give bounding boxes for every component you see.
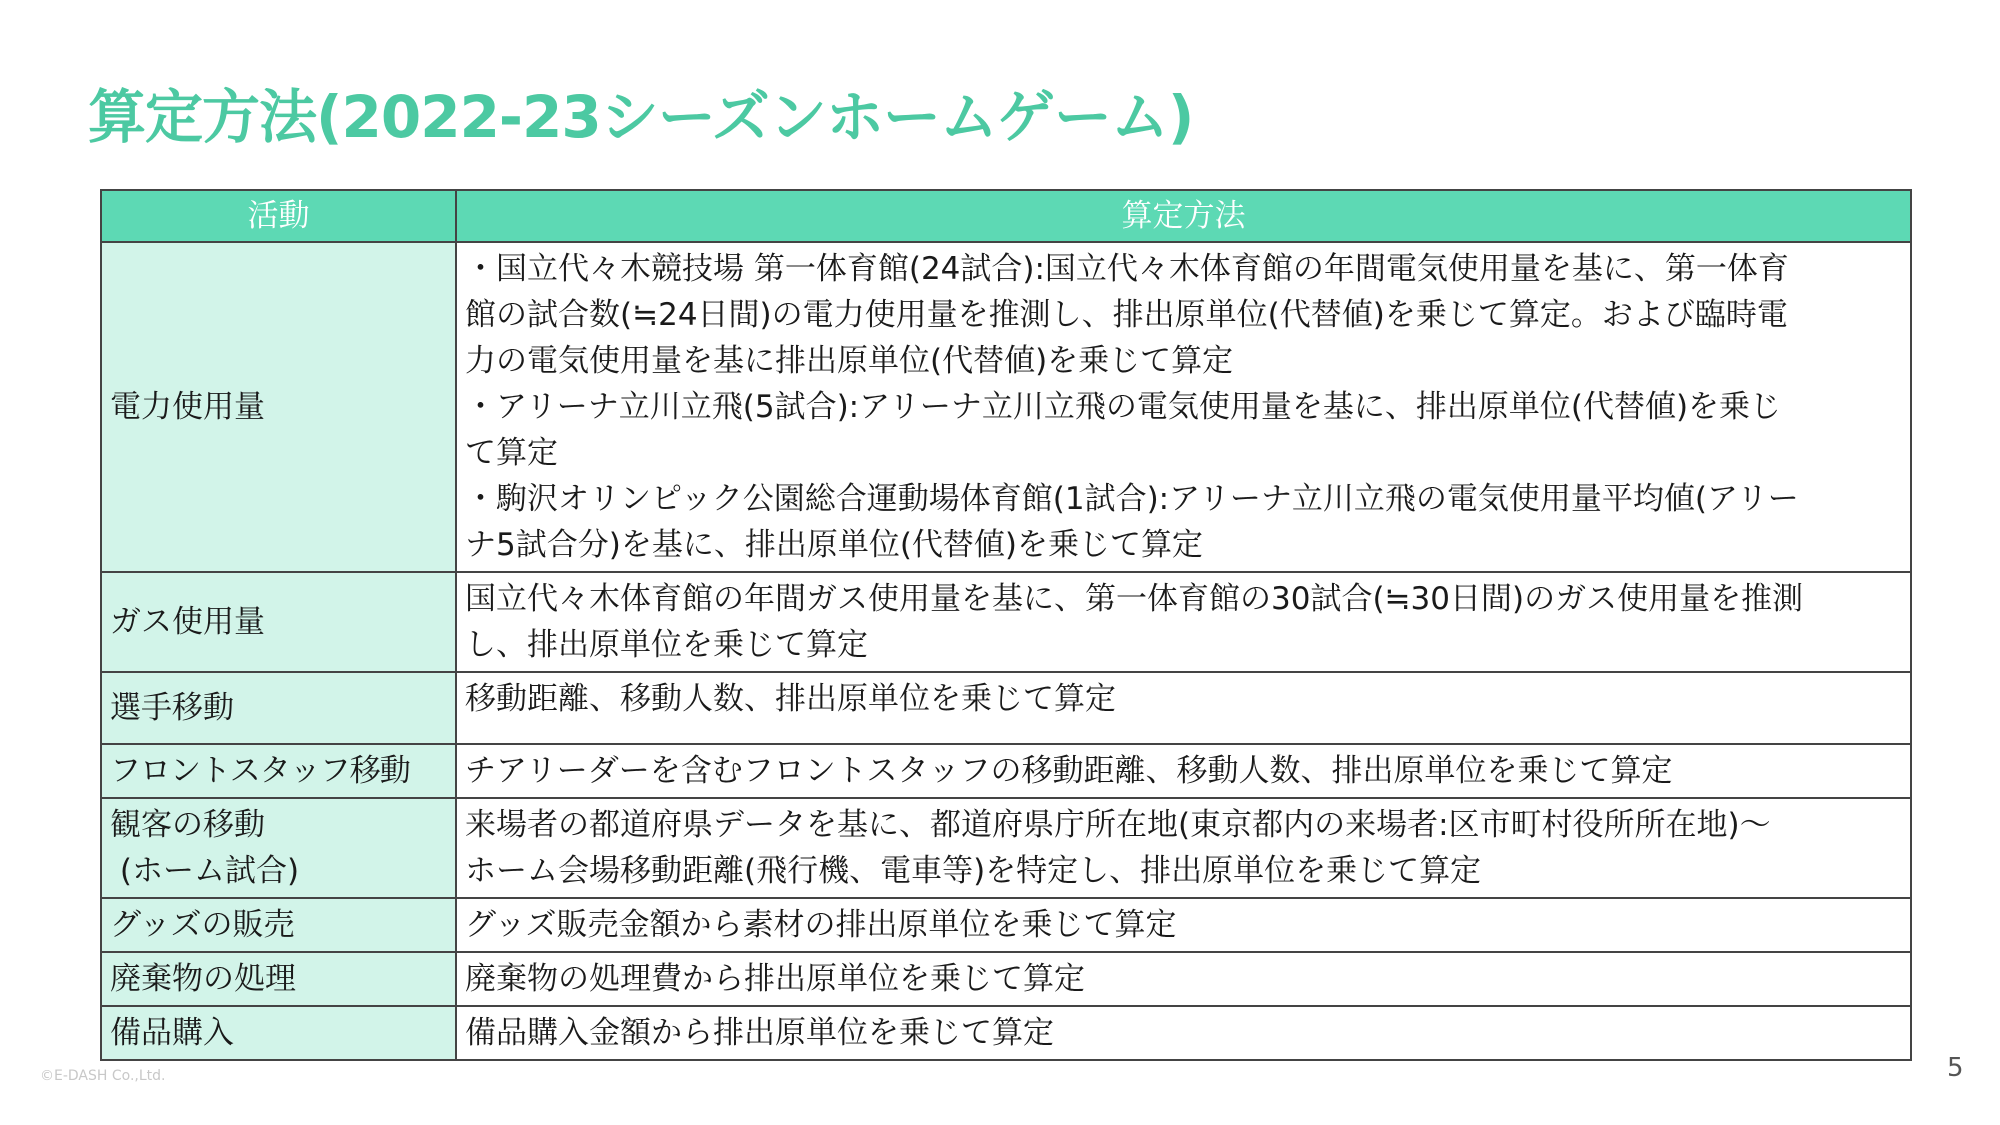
method-line: ・アリーナ立川立飛(5試合):アリーナ立川立飛の電気使用量を基に、排出原単位(代替値)を乗じ — [465, 389, 1782, 425]
activity-label: 廃棄物の処理 — [110, 961, 296, 997]
header-activity: 活動 — [101, 190, 456, 242]
method-cell — [456, 744, 1911, 798]
activity-label: 備品購入 — [110, 1015, 234, 1051]
slide-title: 算定方法(2022-23シーズンホームゲーム) — [88, 83, 1194, 151]
method-line: て算定 — [465, 435, 558, 471]
method-line: 力の電気使用量を基に排出原単位(代替値)を乗じて算定 — [465, 343, 1234, 379]
method-line: ナ5試合分)を基に、排出原単位(代替値)を乗じて算定 — [465, 527, 1204, 563]
activity-label: グッズの販売 — [110, 907, 295, 943]
table-row — [101, 1006, 1911, 1060]
activity-label: (ホーム試合) — [110, 853, 300, 889]
table-row — [101, 952, 1911, 1006]
method-cell — [456, 898, 1911, 952]
method-line: チアリーダーを含むフロントスタッフの移動距離、移動人数、排出原単位を乗じて算定 — [465, 753, 1673, 789]
table-row — [101, 672, 1911, 744]
method-line: し、排出原単位を乗じて算定 — [465, 627, 868, 663]
activity-cell — [101, 672, 456, 744]
method-cell — [456, 952, 1911, 1006]
activity-label: 選手移動 — [110, 690, 234, 726]
table-row — [101, 572, 1911, 672]
calculation-method-table — [100, 189, 1912, 1061]
table-row — [101, 898, 1911, 952]
page-number: 5 — [1947, 1053, 1964, 1083]
activity-cell — [101, 952, 456, 1006]
method-line: 移動距離、移動人数、排出原単位を乗じて算定 — [465, 681, 1116, 717]
table-row — [101, 242, 1911, 572]
method-cell — [456, 1006, 1911, 1060]
method-line: 館の試合数(≒24日間)の電力使用量を推測し、排出原単位(代替値)を乗じて算定。および臨時電 — [465, 297, 1788, 333]
copyright-footer: ©E-DASH Co.,Ltd. — [40, 1068, 166, 1084]
method-cell — [456, 798, 1911, 898]
activity-label: 電力使用量 — [110, 389, 265, 425]
method-line: 国立代々木体育館の年間ガス使用量を基に、第一体育館の30試合(≒30日間)のガス使用量を推測 — [465, 581, 1804, 617]
table-row — [101, 744, 1911, 798]
table-row — [101, 798, 1911, 898]
method-line: ・駒沢オリンピック公園総合運動場体育館(1試合):アリーナ立川立飛の電気使用量平均値(アリー — [465, 481, 1799, 517]
activity-cell — [101, 572, 456, 672]
method-cell — [456, 672, 1911, 744]
method-line: グッズ販売金額から素材の排出原単位を乗じて算定 — [465, 907, 1177, 943]
activity-cell — [101, 898, 456, 952]
method-cell — [456, 242, 1911, 572]
table-header-row — [101, 190, 1911, 242]
activity-label: 観客の移動 — [110, 807, 265, 843]
activity-label: ガス使用量 — [110, 604, 265, 640]
activity-cell — [101, 1006, 456, 1060]
activity-cell — [101, 242, 456, 572]
activity-label: フロントスタッフ移動 — [110, 753, 410, 789]
method-line: 来場者の都道府県データを基に、都道府県庁所在地(東京都内の来場者:区市町村役所所在地)～ — [465, 807, 1771, 843]
method-line: ホーム会場移動距離(飛行機、電車等)を特定し、排出原単位を乗じて算定 — [465, 853, 1482, 889]
method-line: 廃棄物の処理費から排出原単位を乗じて算定 — [465, 961, 1085, 997]
method-cell — [456, 572, 1911, 672]
activity-cell — [101, 798, 456, 898]
header-method: 算定方法 — [456, 190, 1911, 242]
activity-cell — [101, 744, 456, 798]
method-line: ・国立代々木競技場 第一体育館(24試合):国立代々木体育館の年間電気使用量を基に、第一体育 — [465, 251, 1789, 287]
method-line: 備品購入金額から排出原単位を乗じて算定 — [465, 1015, 1054, 1051]
